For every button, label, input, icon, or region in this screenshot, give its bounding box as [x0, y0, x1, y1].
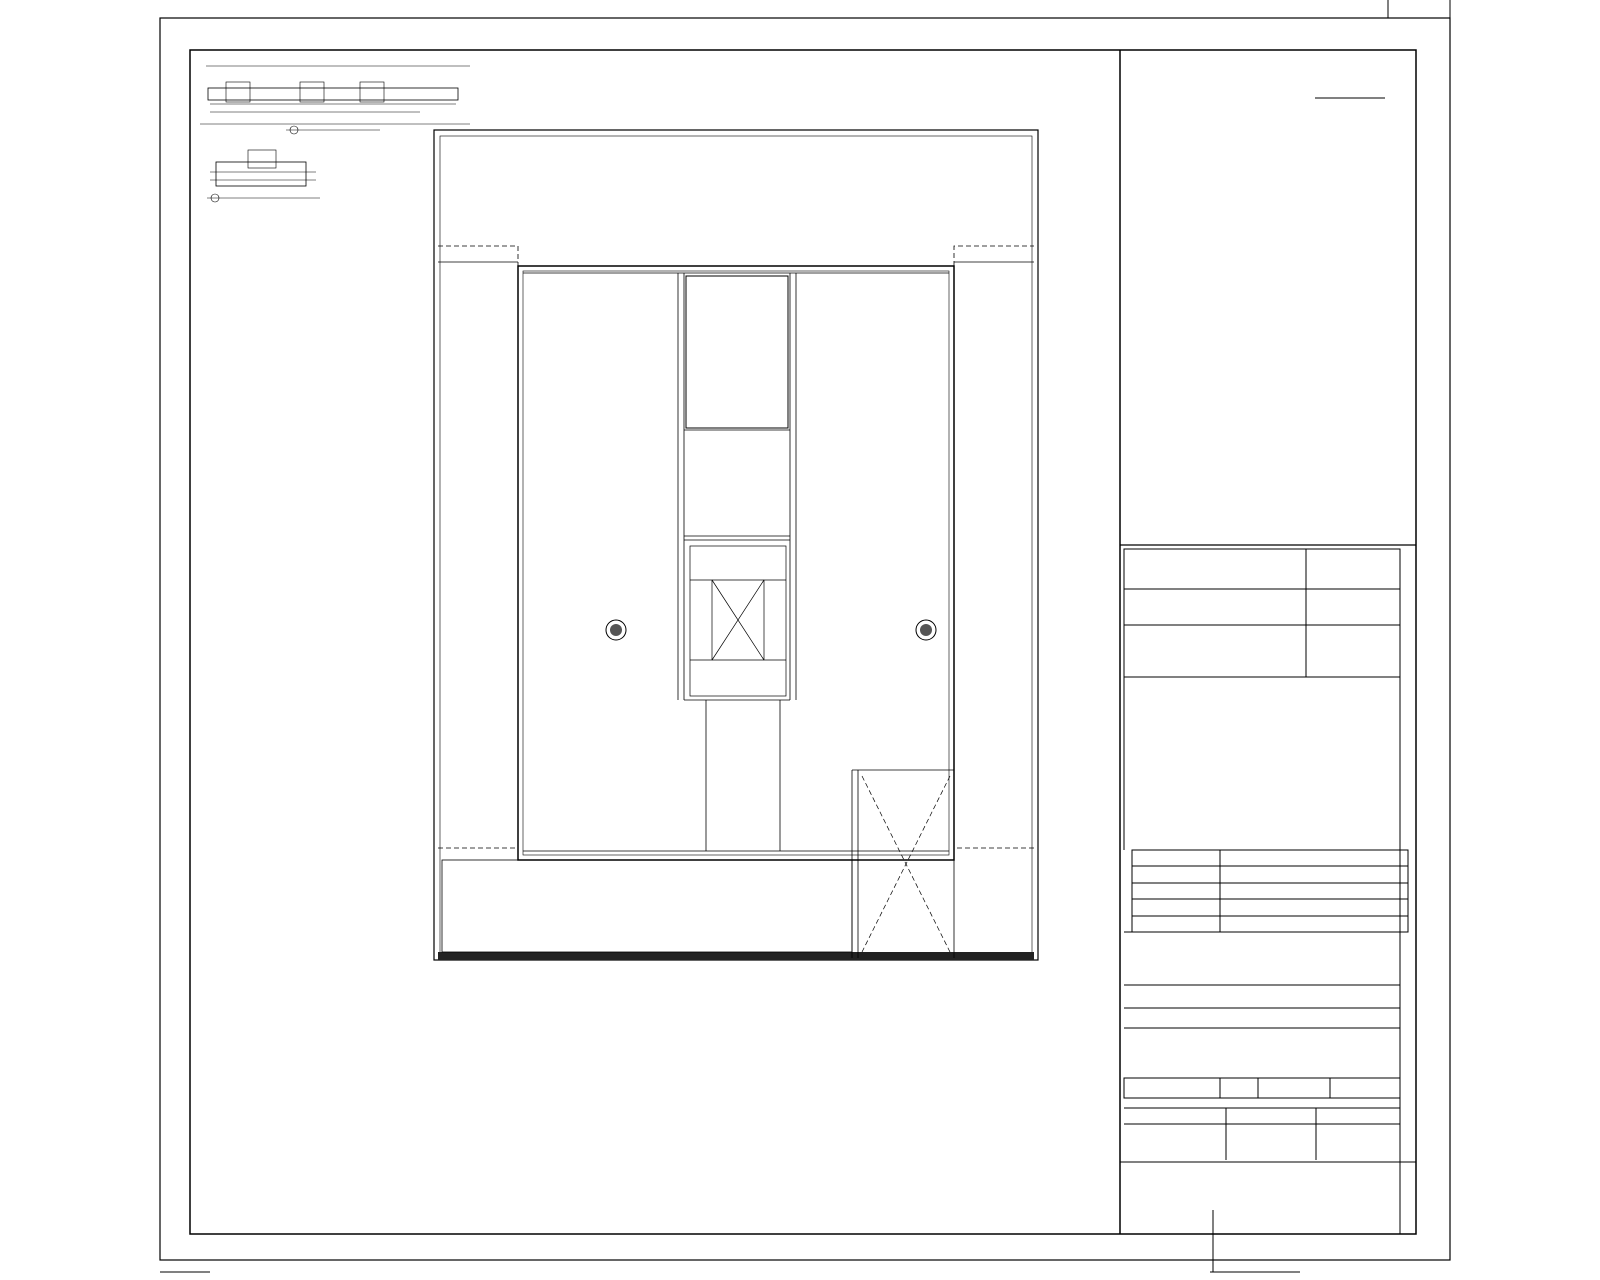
project-info-box: [1120, 545, 1416, 1234]
notes-panel: [1120, 50, 1385, 1234]
inner-border: [190, 50, 1416, 1234]
stair-block: [690, 546, 786, 696]
bottom-strip: [442, 860, 852, 952]
eave-detail: [200, 66, 470, 202]
outer-slab-edge: [434, 130, 1038, 960]
inner-frame: [518, 266, 954, 860]
title-block: [1120, 850, 1416, 1162]
openings: [606, 620, 936, 640]
basement-ceiling-plan: [434, 130, 1038, 960]
outer-slab-edge-inner: [440, 136, 1032, 954]
cantilever-dashed: [438, 246, 1034, 848]
inner-frame-offset: [523, 271, 949, 855]
lift-box: [862, 776, 950, 952]
beam-lines: [438, 262, 1034, 958]
bottom-wall: [438, 952, 1034, 960]
hatched-shaft: [686, 276, 788, 428]
outer-border: [160, 18, 1450, 1260]
